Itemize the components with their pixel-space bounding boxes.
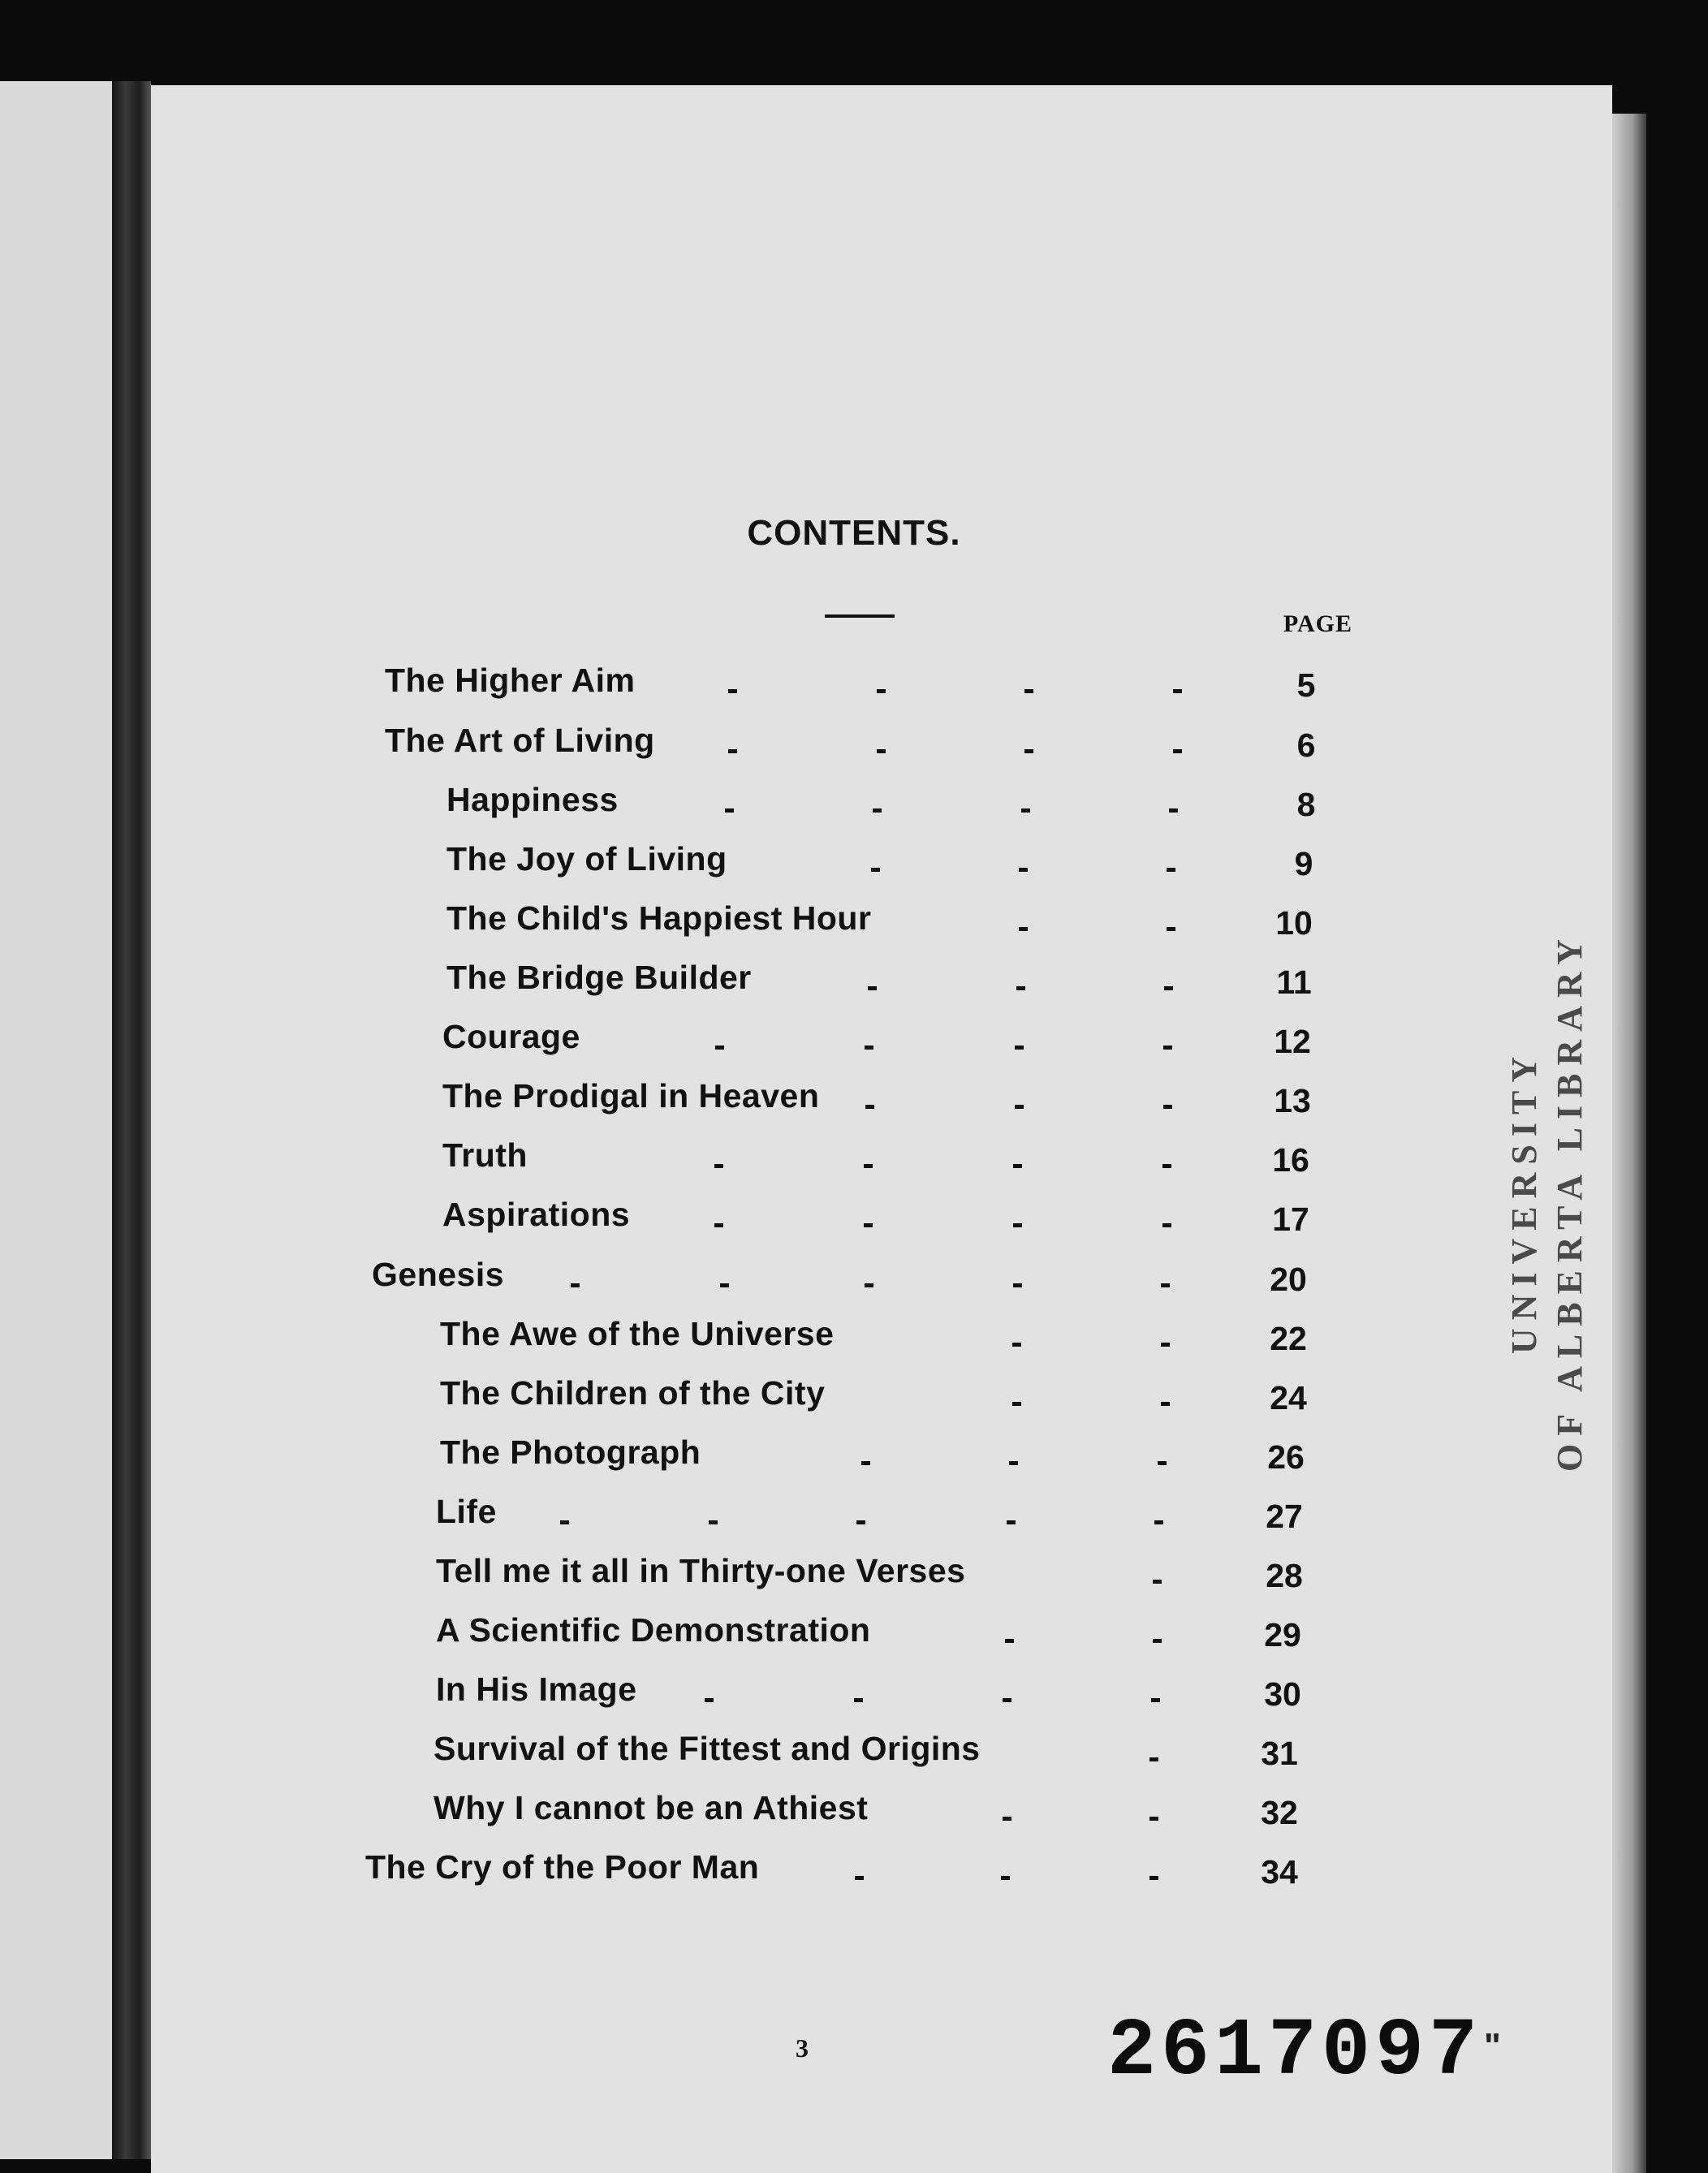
toc-entry-title: Aspirations <box>442 1196 631 1233</box>
toc-entry-title: Genesis <box>372 1256 505 1293</box>
leader-dash <box>705 1698 714 1702</box>
toc-entry-title: In His Image <box>436 1671 637 1708</box>
leader-dash <box>560 1520 569 1524</box>
leader-dash <box>1024 689 1033 693</box>
toc-entry-title: The Prodigal in Heaven <box>442 1077 820 1115</box>
toc-entry-page: 30 <box>1264 1675 1301 1713</box>
toc-entry-page: 17 <box>1272 1201 1309 1238</box>
table-of-contents <box>0 649 1708 1932</box>
toc-entry-page: 27 <box>1266 1498 1303 1535</box>
toc-entry <box>365 1848 1396 1897</box>
toc-entry <box>385 662 1416 710</box>
leader-dash <box>1001 1876 1010 1880</box>
toc-entry <box>440 1374 1471 1423</box>
leader-dash <box>877 749 886 753</box>
leader-dash <box>571 1283 580 1287</box>
leader-dash <box>856 1520 865 1524</box>
toc-entry-title: Life <box>436 1493 497 1530</box>
leader-dash <box>1009 1461 1018 1465</box>
leader-dash <box>1021 808 1030 813</box>
toc-entry-page: 32 <box>1261 1794 1298 1831</box>
leader-dash <box>861 1461 870 1465</box>
toc-entry-page: 20 <box>1270 1261 1307 1298</box>
leader-dash <box>1158 1461 1167 1465</box>
leader-dash <box>1149 1876 1158 1880</box>
leader-dash <box>1019 868 1028 872</box>
leader-dash <box>709 1520 718 1524</box>
toc-entry <box>446 899 1477 948</box>
toc-entry-page: 24 <box>1270 1379 1307 1416</box>
leader-dash <box>1015 1105 1024 1109</box>
toc-entry <box>436 1552 1467 1601</box>
leader-dash <box>1161 1283 1170 1287</box>
toc-entry-title: Tell me it all in Thirty-one Verses <box>436 1552 966 1589</box>
leader-dash <box>855 1876 864 1880</box>
leader-dash <box>1153 1580 1162 1584</box>
toc-entry-page: 16 <box>1272 1141 1309 1179</box>
toc-entry-page: 8 <box>1296 786 1316 823</box>
toc-entry <box>446 781 1477 830</box>
toc-entry <box>446 840 1477 889</box>
title-rule <box>825 614 895 618</box>
leader-dash <box>1016 986 1025 990</box>
toc-entry-page: 13 <box>1274 1082 1311 1119</box>
leader-dash <box>864 1223 873 1227</box>
toc-entry-page: 12 <box>1274 1023 1311 1060</box>
page-number: 3 <box>796 2033 809 2063</box>
toc-entry-page: 29 <box>1264 1616 1301 1653</box>
leader-dash <box>1013 1164 1022 1168</box>
leader-dash <box>1012 1402 1021 1406</box>
leader-dash <box>877 689 886 693</box>
toc-entry <box>442 1077 1473 1126</box>
toc-entry-title: Courage <box>442 1018 580 1055</box>
leader-dash <box>1163 1046 1172 1050</box>
toc-entry-page: 22 <box>1270 1320 1307 1357</box>
toc-entry-title: The Art of Living <box>385 722 655 759</box>
leader-dash <box>715 1046 724 1050</box>
leader-dash <box>1173 689 1182 693</box>
leader-dash <box>714 1223 723 1227</box>
leader-dash <box>728 689 737 693</box>
page-column-header: PAGE <box>1283 610 1352 637</box>
toc-entry <box>436 1611 1467 1660</box>
toc-entry-title: Survival of the Fittest and Origins <box>433 1730 981 1767</box>
toc-entry <box>442 1196 1473 1244</box>
leader-dash <box>1164 986 1173 990</box>
leader-dash <box>1162 1164 1171 1168</box>
leader-dash <box>1161 1402 1170 1406</box>
toc-entry-title: The Higher Aim <box>385 662 636 699</box>
library-stamp-line1: UNIVERSITY <box>1504 1048 1544 1355</box>
toc-entry-page: 34 <box>1261 1853 1298 1891</box>
leader-dash <box>1013 1223 1022 1227</box>
toc-entry-title: The Cry of the Poor Man <box>365 1848 760 1886</box>
page-title: CONTENTS. <box>747 513 961 553</box>
toc-entry <box>442 1136 1473 1185</box>
leader-dash <box>871 868 880 872</box>
leader-dash <box>854 1698 863 1702</box>
toc-entry-page: 5 <box>1296 666 1316 704</box>
leader-dash <box>1149 1817 1158 1821</box>
leader-dash <box>868 986 877 990</box>
leader-dash <box>865 1105 874 1109</box>
toc-entry-title: The Children of the City <box>440 1374 826 1412</box>
toc-entry <box>440 1315 1471 1364</box>
toc-entry <box>440 1434 1471 1482</box>
toc-entry <box>436 1493 1467 1541</box>
leader-dash <box>725 808 734 813</box>
toc-entry-page: 9 <box>1294 845 1313 882</box>
toc-entry <box>436 1671 1467 1719</box>
leader-dash <box>1167 868 1175 872</box>
toc-entry-title: Truth <box>442 1136 528 1174</box>
toc-entry <box>433 1730 1464 1778</box>
toc-entry <box>385 722 1416 770</box>
toc-entry-page: 6 <box>1296 726 1316 764</box>
toc-entry <box>446 959 1477 1007</box>
toc-entry-page: 11 <box>1276 964 1312 1001</box>
leader-dash <box>728 749 737 753</box>
toc-entry-title: Happiness <box>446 781 619 818</box>
toc-entry-title: The Joy of Living <box>446 840 727 877</box>
toc-entry-page: 28 <box>1266 1557 1303 1594</box>
leader-dash <box>865 1283 873 1287</box>
leader-dash <box>1013 1283 1022 1287</box>
toc-entry-title: The Child's Happiest Hour <box>446 899 872 937</box>
toc-entry-title: Why I cannot be an Athiest <box>433 1789 869 1826</box>
toc-entry-title: The Bridge Builder <box>446 959 752 996</box>
leader-dash <box>1169 808 1178 813</box>
accession-number: 2617097 <box>1107 2007 1483 2098</box>
toc-entry-title: The Photograph <box>440 1434 701 1471</box>
leader-dash <box>1153 1639 1162 1643</box>
leader-dash <box>1015 1046 1024 1050</box>
leader-dash <box>1161 1343 1170 1347</box>
toc-entry-page: 26 <box>1267 1438 1305 1476</box>
leader-dash <box>714 1164 723 1168</box>
leader-dash <box>1012 1343 1021 1347</box>
leader-dash <box>1024 749 1033 753</box>
toc-entry <box>442 1018 1473 1067</box>
toc-entry <box>433 1789 1464 1838</box>
leader-dash <box>720 1283 729 1287</box>
leader-dash <box>1163 1105 1172 1109</box>
leader-dash <box>1003 1698 1011 1702</box>
leader-dash <box>1007 1520 1016 1524</box>
leader-dash <box>1151 1698 1160 1702</box>
leader-dash <box>1005 1639 1014 1643</box>
toc-entry <box>372 1256 1403 1304</box>
leader-dash <box>1167 927 1175 931</box>
toc-entry-page: 31 <box>1261 1735 1298 1772</box>
leader-dash <box>1003 1817 1011 1821</box>
leader-dash <box>1162 1223 1171 1227</box>
leader-dash <box>873 808 882 813</box>
toc-entry-page: 10 <box>1275 904 1313 942</box>
trailing-mark: " <box>1484 2026 1501 2066</box>
leader-dash <box>865 1046 873 1050</box>
toc-entry-title: A Scientific Demonstration <box>436 1611 871 1649</box>
toc-entry-title: The Awe of the Universe <box>440 1315 835 1352</box>
leader-dash <box>1154 1520 1163 1524</box>
leader-dash <box>1173 749 1182 753</box>
library-stamp-line2: OF ALBERTA LIBRARY <box>1550 931 1589 1472</box>
leader-dash <box>1019 927 1028 931</box>
leader-dash <box>864 1164 873 1168</box>
leader-dash <box>1149 1757 1158 1761</box>
